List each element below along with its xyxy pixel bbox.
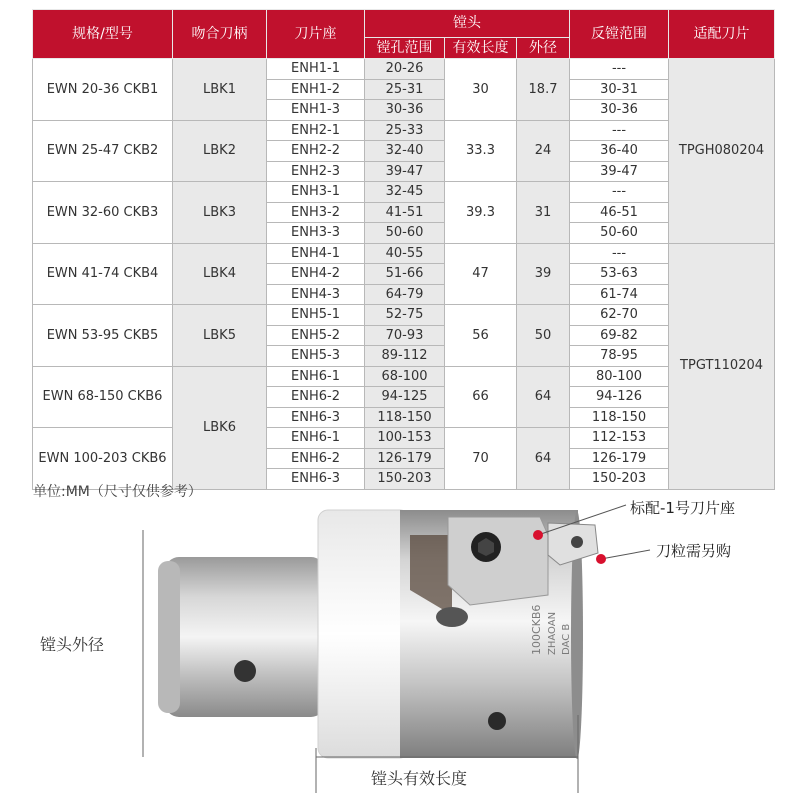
seat-callout-dot	[533, 530, 543, 540]
shank-cell: LBK1	[173, 59, 267, 121]
engraving-brand: ZHAOAN	[547, 611, 558, 655]
header-shank: 吻合刀柄	[173, 10, 267, 59]
eff-length-cell: 66	[445, 366, 517, 428]
model-cell: EWN 68-150 CKB6	[33, 366, 173, 428]
bore-cell: 100-153	[365, 428, 445, 449]
back-range-cell: 53-63	[570, 264, 669, 285]
seat-cell: ENH6-3	[267, 469, 365, 490]
seat-cell: ENH3-1	[267, 182, 365, 203]
back-range-cell: 112-153	[570, 428, 669, 449]
dim-outer-label: 镗头外径	[40, 635, 105, 654]
spec-table	[32, 9, 775, 490]
bore-cell: 30-36	[365, 100, 445, 121]
seat-cell: ENH6-3	[267, 407, 365, 428]
seat-cell: ENH3-3	[267, 223, 365, 244]
insert-cell: TPGT110204	[669, 243, 775, 489]
bore-cell: 25-33	[365, 120, 445, 141]
table-row	[33, 182, 775, 203]
shank-cell: LBK3	[173, 182, 267, 244]
back-range-cell: ---	[570, 182, 669, 203]
callout-insert: 刀粒需另购	[656, 542, 732, 560]
back-range-cell: 30-31	[570, 79, 669, 100]
seat-cell: ENH5-3	[267, 346, 365, 367]
outer-dia-cell: 24	[517, 120, 570, 182]
seat-cell: ENH1-3	[267, 100, 365, 121]
back-range-cell: 118-150	[570, 407, 669, 428]
table-row	[33, 428, 775, 449]
eff-length-cell: 39.3	[445, 182, 517, 244]
seat-cell: ENH4-1	[267, 243, 365, 264]
back-range-cell: 61-74	[570, 284, 669, 305]
header-seat: 刀片座	[267, 10, 365, 59]
bore-cell: 39-47	[365, 161, 445, 182]
seat-cell: ENH6-2	[267, 448, 365, 469]
back-range-cell: 50-60	[570, 223, 669, 244]
insert-callout-dot	[596, 554, 606, 564]
bore-cell: 89-112	[365, 346, 445, 367]
back-range-cell: 126-179	[570, 448, 669, 469]
header-head: 镗头	[365, 10, 570, 38]
seat-cell: ENH6-1	[267, 366, 365, 387]
header-bore-range: 镗孔范围	[365, 38, 445, 59]
seat-cell: ENH1-2	[267, 79, 365, 100]
table-row	[33, 59, 775, 80]
seat-cell: ENH4-2	[267, 264, 365, 285]
bore-cell: 150-203	[365, 469, 445, 490]
seat-cell: ENH2-2	[267, 141, 365, 162]
engraving-code: DAC B	[561, 623, 572, 655]
header-eff-length: 有效长度	[445, 38, 517, 59]
bore-cell: 20-26	[365, 59, 445, 80]
seat-cell: ENH2-3	[267, 161, 365, 182]
header-outer-dia: 外径	[517, 38, 570, 59]
dim-length-label: 镗头有效长度	[371, 769, 468, 788]
seat-cell: ENH3-2	[267, 202, 365, 223]
model-cell: EWN 100-203 CKB6	[33, 428, 173, 490]
seat-cell: ENH1-1	[267, 59, 365, 80]
back-range-cell: 36-40	[570, 141, 669, 162]
bore-cell: 41-51	[365, 202, 445, 223]
model-cell: EWN 53-95 CKB5	[33, 305, 173, 367]
bore-cell: 51-66	[365, 264, 445, 285]
bore-cell: 94-125	[365, 387, 445, 408]
callout-seat: 标配-1号刀片座	[630, 499, 735, 517]
seat-cell: ENH6-1	[267, 428, 365, 449]
back-range-cell: 46-51	[570, 202, 669, 223]
bore-cell: 68-100	[365, 366, 445, 387]
ring	[318, 510, 410, 758]
model-cell: EWN 32-60 CKB3	[33, 182, 173, 244]
model-cell: EWN 41-74 CKB4	[33, 243, 173, 305]
bore-cell: 126-179	[365, 448, 445, 469]
insert-cell: TPGH080204	[669, 59, 775, 244]
shank	[165, 557, 325, 717]
bore-cell: 118-150	[365, 407, 445, 428]
shank-cell: LBK2	[173, 120, 267, 182]
seat-cell: ENH6-2	[267, 387, 365, 408]
model-cell: EWN 25-47 CKB2	[33, 120, 173, 182]
back-range-cell: 30-36	[570, 100, 669, 121]
header-insert: 适配刀片	[669, 10, 775, 59]
outer-dia-cell: 39	[517, 243, 570, 305]
seat-cell: ENH5-2	[267, 325, 365, 346]
outer-dia-cell: 64	[517, 428, 570, 490]
back-range-cell: 39-47	[570, 161, 669, 182]
eff-length-cell: 30	[445, 59, 517, 121]
eff-length-cell: 56	[445, 305, 517, 367]
outer-dia-cell: 31	[517, 182, 570, 244]
engraving-model: 100CKB6	[530, 604, 543, 655]
header-back-range: 反镗范围	[570, 10, 669, 59]
eff-length-cell: 47	[445, 243, 517, 305]
bore-cell: 52-75	[365, 305, 445, 326]
eff-length-cell: 33.3	[445, 120, 517, 182]
outer-dia-cell: 50	[517, 305, 570, 367]
back-range-cell: ---	[570, 59, 669, 80]
bore-cell: 32-45	[365, 182, 445, 203]
unit-note: 单位:MM（尺寸仅供参考）	[33, 484, 202, 500]
back-range-cell: 94-126	[570, 387, 669, 408]
table-row	[33, 305, 775, 326]
seat-cell: ENH2-1	[267, 120, 365, 141]
back-range-cell: 80-100	[570, 366, 669, 387]
table-row	[33, 243, 775, 264]
bore-cell: 32-40	[365, 141, 445, 162]
bore-cell: 64-79	[365, 284, 445, 305]
bore-cell: 50-60	[365, 223, 445, 244]
bore-cell: 25-31	[365, 79, 445, 100]
header-spec: 规格/型号	[33, 10, 173, 59]
shank-cell: LBK5	[173, 305, 267, 367]
back-range-cell: 69-82	[570, 325, 669, 346]
bore-cell: 70-93	[365, 325, 445, 346]
back-range-cell: 62-70	[570, 305, 669, 326]
shank-cell: LBK6	[173, 366, 267, 489]
shank-cell: LBK4	[173, 243, 267, 305]
table-row	[33, 120, 775, 141]
back-range-cell: ---	[570, 243, 669, 264]
back-range-cell: 78-95	[570, 346, 669, 367]
back-range-cell: 150-203	[570, 469, 669, 490]
outer-dia-cell: 64	[517, 366, 570, 428]
eff-length-cell: 70	[445, 428, 517, 490]
table-row	[33, 366, 775, 387]
back-range-cell: ---	[570, 120, 669, 141]
outer-dia-cell: 18.7	[517, 59, 570, 121]
seat-cell: ENH4-3	[267, 284, 365, 305]
bore-cell: 40-55	[365, 243, 445, 264]
model-cell: EWN 20-36 CKB1	[33, 59, 173, 121]
seat-cell: ENH5-1	[267, 305, 365, 326]
